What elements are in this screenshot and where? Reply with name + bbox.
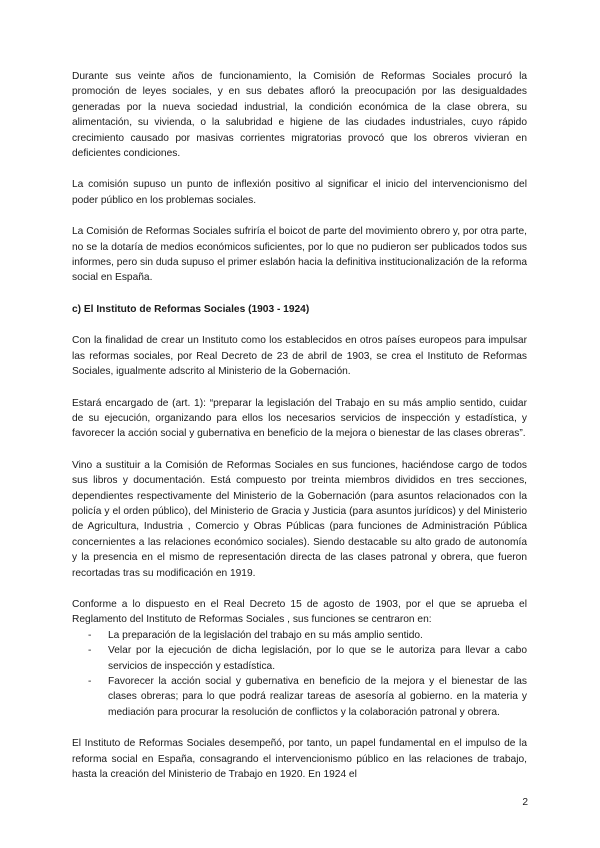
page-number: 2 [522,797,528,808]
list-item-text: La preparación de la legislación del trabajo en su más amplio sentido. [108,629,423,641]
paragraph-1: Durante sus veinte años de funcionamiento, la Comisión de Reformas Sociales procuró la promoción de leyes sociales, y en sus debates afloró la preocupación por las desigualdades generadas por la nueva sociedad industrial, la condición económica de la clase obrera, su alimentación, su vivienda, o la salubridad e higiene de las ciudades industriales, cuyo rápido crecimiento causado por masivas corrientes migratorias provocó que los obreros vivieran en deficientes condiciones. [72,71,527,160]
paragraph-8: El Instituto de Reformas Sociales desempeñó, por tanto, un papel fundamental en el impulso de la reforma social en España, consagrando el intervencionismo público en las relaciones de trabajo, hasta la creación del Ministerio de Trabajo en 1920. En 1924 el [72,738,527,781]
paragraph-4: Con la finalidad de crear un Instituto como los establecidos en otros países europeos para impulsar las reformas sociales, por Real Decreto de 23 de abril de 1903, se crea el Instituto de Reformas Sociales, igualmente adscrito al Ministerio de la Gobernación. [72,335,527,378]
paragraph-6: Vino a sustituir a la Comisión de Reformas Sociales en sus funciones, haciéndose cargo de todos sus libros y documentación. Está compuesto por treinta miembros divididos en tres secciones, dependientes respectivamente del Ministerio de la Gobernación (para asuntos relacionados con la policía y el orden público), del Ministerio de Gracia y Justicia (para asuntos jurídicos) y del Ministerio de Agricultura, Industria , Comercio y Obras Públicas (para funciones de Administración Pública concernientes a las relaciones económico sociales). Siendo destacable su alto grado de autonomía y la presencia en el mismo de representación directa de las clases patronal y obrera, que fueron recortadas tras su modificación en 1919. [72,459,527,579]
section-heading: c) El Instituto de Reformas Sociales (1903 - 1924) [72,303,310,315]
functions-list [72,628,527,720]
list-bullet: - [88,645,92,657]
list-item-text: Velar por la ejecución de dicha legislación, por lo que se le autoriza para llevar a cabo servicios de inspección y estadística. [108,645,527,672]
list-bullet: - [88,676,92,687]
list-item [88,643,527,674]
paragraph-2: La comisión supuso un punto de inflexión positivo al significar el inicio del intervencionismo del poder público en los problemas sociales. [72,179,527,206]
paragraph-5: Estará encargado de (art. 1): “preparar la legislación del Trabajo en su más amplio sentido, cuidar de su ejecución, organizando para ellos los necesarios servicios de inspección y estadística, y favorecer la acción social y gubernativa en beneficio de la mejora o bienestar de las clases obreras”. [72,397,527,440]
list-item-text: Favorecer la acción social y gubernativa en beneficio de la mejora y el bienestar de las clases obreras; para lo que podrá realizar tareas de asesoría al gobierno. en la materia y mediación para procurar la resolución de conflictos y la colaboración patronal y obrera. [108,676,527,718]
list-item [88,628,527,643]
list-item [88,674,527,720]
paragraph-7: Conforme a lo dispuesto en el Real Decreto 15 de agosto de 1903, por el que se aprueba el Reglamento del Instituto de Reformas Sociales , sus funciones se centraron en: [72,598,527,626]
list-bullet: - [88,629,92,641]
paragraph-3: La Comisión de Reformas Sociales sufriría el boicot de parte del movimiento obrero y, por otra parte, no se la dotaría de medios económicos suficientes, por lo que no pudieron ser publicados todos sus informes, pero sin duda supuso el primer eslabón hacia la definitiva institucionalización de la reforma social en España. [72,226,527,284]
body-text [72,69,527,798]
